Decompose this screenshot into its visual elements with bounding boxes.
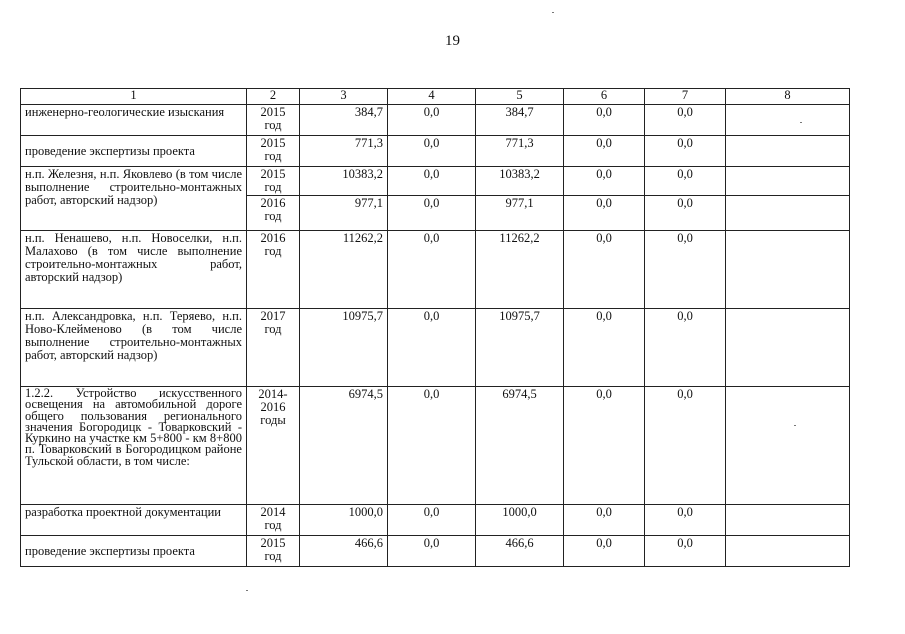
value-cell: 0,0 xyxy=(388,196,476,231)
year-cell: 2014-2016 годы xyxy=(247,387,300,505)
value-cell: 977,1 xyxy=(476,196,564,231)
value-cell: 0,0 xyxy=(645,136,726,167)
year-cell: 2017 год xyxy=(247,309,300,387)
value-cell: 0,0 xyxy=(645,505,726,536)
value-cell: 0,0 xyxy=(388,231,476,309)
year-cell: 2014 год xyxy=(247,505,300,536)
table-row xyxy=(21,387,850,505)
value-cell: 1000,0 xyxy=(476,505,564,536)
table-row xyxy=(21,136,850,167)
value-cell: 0,0 xyxy=(388,167,476,196)
value-cell: 6974,5 xyxy=(300,387,388,505)
description-cell: разработка проектной документации xyxy=(21,505,247,536)
value-cell: 10383,2 xyxy=(300,167,388,196)
value-cell: 11262,2 xyxy=(476,231,564,309)
header-cell: 8 xyxy=(726,89,850,105)
value-cell: 384,7 xyxy=(300,105,388,136)
value-cell: 11262,2 xyxy=(300,231,388,309)
table-row xyxy=(21,505,850,536)
value-cell: 0,0 xyxy=(564,105,645,136)
value-cell: 0,0 xyxy=(564,387,645,505)
value-cell: 0,0 xyxy=(645,387,726,505)
table-row xyxy=(21,231,850,309)
value-cell: 0,0 xyxy=(388,536,476,567)
scan-speck xyxy=(246,590,248,591)
header-cell: 5 xyxy=(476,89,564,105)
value-cell: 0,0 xyxy=(645,536,726,567)
year-cell: 2015 год xyxy=(247,105,300,136)
value-cell: 771,3 xyxy=(300,136,388,167)
value-cell: 977,1 xyxy=(300,196,388,231)
header-cell: 4 xyxy=(388,89,476,105)
value-cell: 0,0 xyxy=(564,505,645,536)
header-cell: 2 xyxy=(247,89,300,105)
value-cell: 0,0 xyxy=(388,105,476,136)
value-cell: 0,0 xyxy=(388,505,476,536)
scan-speck xyxy=(794,425,796,426)
note-cell xyxy=(726,167,850,196)
header-cell: 6 xyxy=(564,89,645,105)
description-cell: инженерно-геологические изыскания xyxy=(21,105,247,136)
value-cell: 0,0 xyxy=(388,136,476,167)
value-cell: 0,0 xyxy=(564,136,645,167)
note-cell xyxy=(726,105,850,136)
description-cell: 1.2.2. Устройство искусственного освещения на автомобильной дороге общего пользования регионального значения Богородицк - Товарковский - Куркино на участке км 5+800 - км 8+800 п. Товарковский в Богородицком районе Тульской области, в том числе: xyxy=(21,387,247,505)
table-row xyxy=(21,309,850,387)
value-cell: 0,0 xyxy=(388,309,476,387)
scan-speck xyxy=(800,122,802,123)
description-cell: н.п. Ненашево, н.п. Новоселки, н.п. Малахово (в том числе выполнение строительно-монтажных работ, авторский надзор) xyxy=(21,231,247,309)
header-cell: 1 xyxy=(21,89,247,105)
header-cell: 7 xyxy=(645,89,726,105)
year-cell: 2015 год xyxy=(247,136,300,167)
description-cell: проведение экспертизы проекта xyxy=(21,536,247,567)
description-cell: н.п. Железня, н.п. Яковлево (в том числе выполнение строительно-монтажных работ, авторский надзор) xyxy=(21,167,247,231)
value-cell: 10383,2 xyxy=(476,167,564,196)
scan-speck xyxy=(552,12,554,13)
year-cell: 2015 год xyxy=(247,167,300,196)
value-cell: 0,0 xyxy=(645,105,726,136)
note-cell xyxy=(726,309,850,387)
note-cell xyxy=(726,136,850,167)
value-cell: 0,0 xyxy=(564,196,645,231)
value-cell: 0,0 xyxy=(645,231,726,309)
value-cell: 1000,0 xyxy=(300,505,388,536)
value-cell: 384,7 xyxy=(476,105,564,136)
note-cell xyxy=(726,231,850,309)
page-number: 19 xyxy=(445,33,460,49)
value-cell: 0,0 xyxy=(564,309,645,387)
value-cell: 0,0 xyxy=(564,167,645,196)
value-cell: 771,3 xyxy=(476,136,564,167)
table-row xyxy=(21,536,850,567)
value-cell: 466,6 xyxy=(300,536,388,567)
value-cell: 10975,7 xyxy=(476,309,564,387)
value-cell: 0,0 xyxy=(564,536,645,567)
header-cell: 3 xyxy=(300,89,388,105)
note-cell xyxy=(726,387,850,505)
value-cell: 10975,7 xyxy=(300,309,388,387)
table-row xyxy=(21,105,850,136)
value-cell: 0,0 xyxy=(564,231,645,309)
table-row xyxy=(21,167,850,196)
year-cell: 2016 год xyxy=(247,231,300,309)
table-header-row xyxy=(21,89,850,105)
description-cell: н.п. Александровка, н.п. Теряево, н.п. Ново-Клейменово (в том числе выполнение строительно-монтажных работ, авторский надзор) xyxy=(21,309,247,387)
budget-table xyxy=(20,88,850,567)
note-cell xyxy=(726,536,850,567)
value-cell: 0,0 xyxy=(645,196,726,231)
value-cell: 6974,5 xyxy=(476,387,564,505)
note-cell xyxy=(726,505,850,536)
note-cell xyxy=(726,196,850,231)
year-cell: 2016 год xyxy=(247,196,300,231)
value-cell: 466,6 xyxy=(476,536,564,567)
description-cell: проведение экспертизы проекта xyxy=(21,136,247,167)
year-cell: 2015 год xyxy=(247,536,300,567)
value-cell: 0,0 xyxy=(645,309,726,387)
value-cell: 0,0 xyxy=(645,167,726,196)
value-cell: 0,0 xyxy=(388,387,476,505)
